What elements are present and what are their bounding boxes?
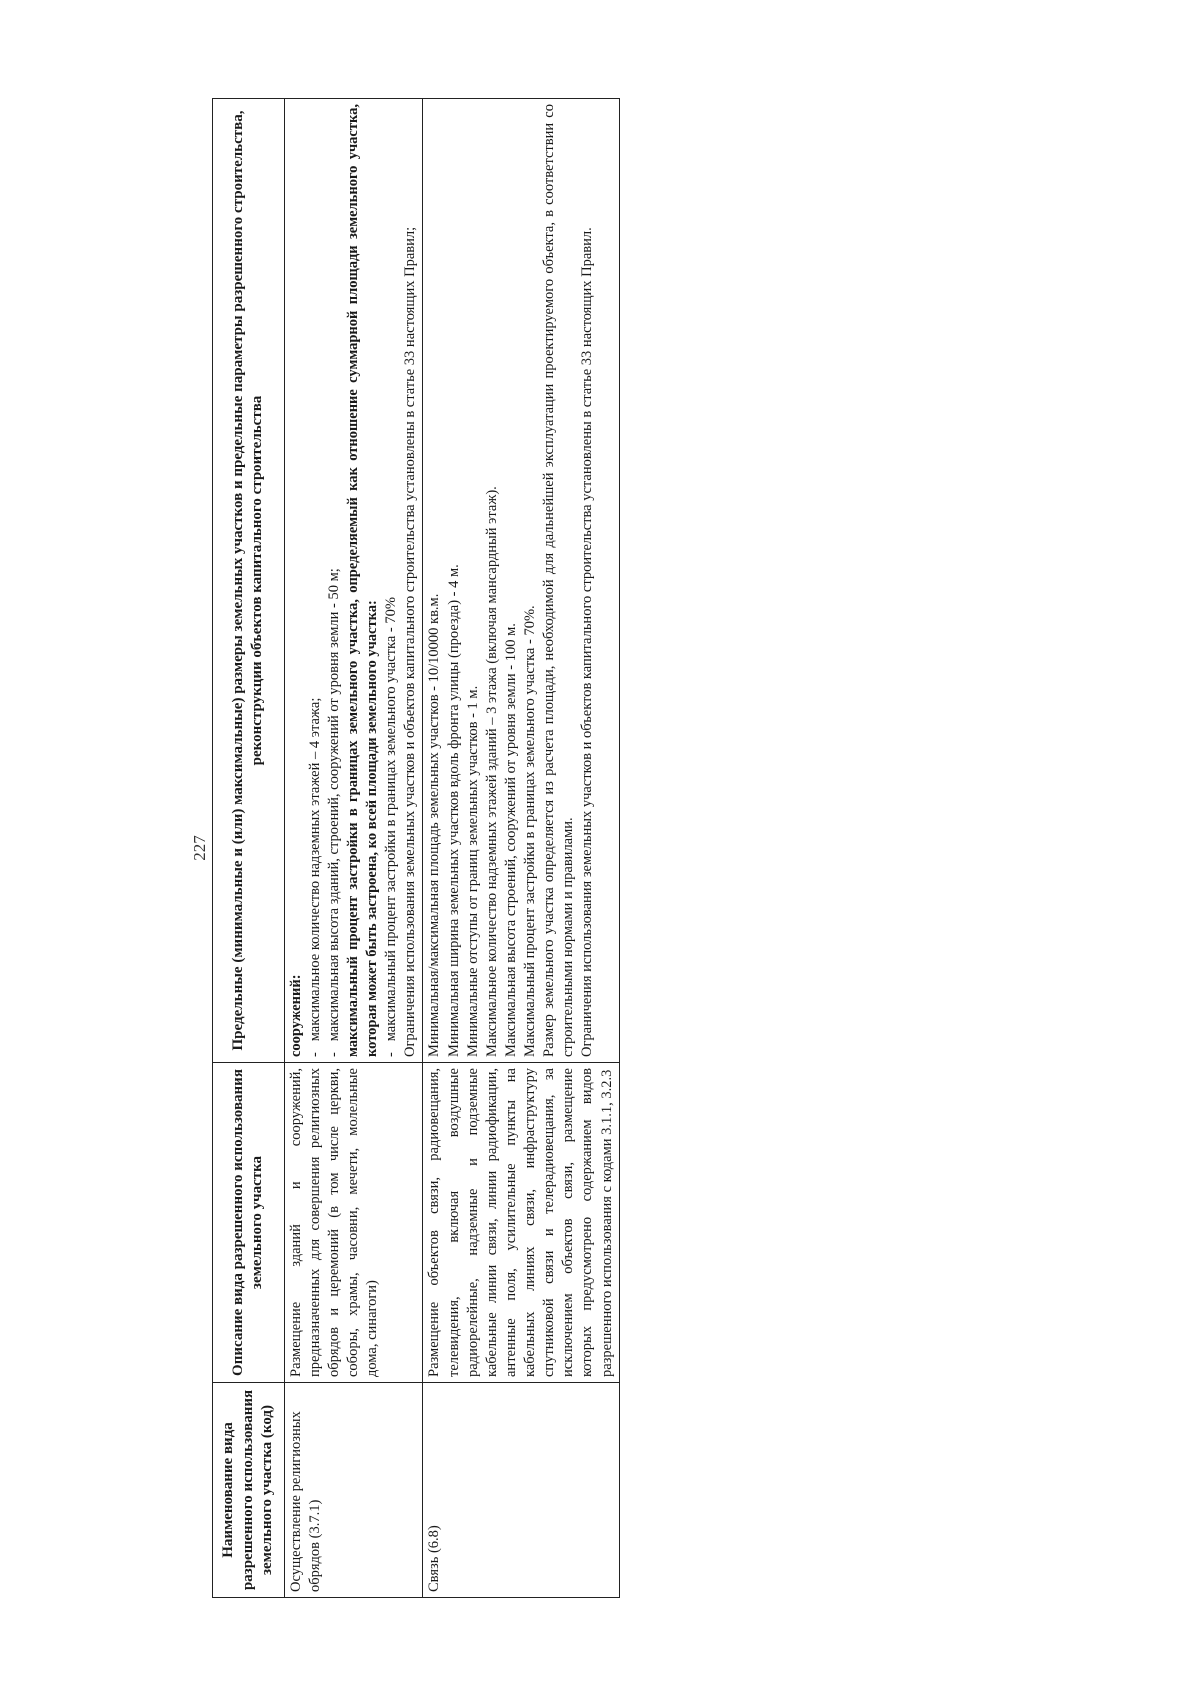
- param-line: Размер земельного участка определяется из расчета площади, необходимой для дальнейшей эксплуатации проектируемого объекта, в соответствии со строительными нормами и правилами.: [541, 104, 577, 1057]
- row-name: Связь (6.8): [423, 1383, 619, 1598]
- header-parameters: Предельные (минимальные и (или) максимальные) размеры земельных участков и предельные параметры разрешенного строительства, реконструкции объектов капитального строительства: [213, 99, 285, 1063]
- param-line: Ограничения использования земельных участков и объектов капитального строительства установлены в статье 33 настоящих Правил.: [579, 227, 596, 1057]
- param-line: Максимальное количество надземных этажей зданий – 3 этажа (включая мансардный этаж).: [483, 486, 500, 1057]
- param-line: Максимальный процент застройки в границах земельного участка - 70%.: [522, 605, 538, 1057]
- row-name: Осуществление религиозных обрядов (3.7.1): [284, 1383, 423, 1598]
- table-row: [284, 99, 423, 1598]
- table-header-row: [213, 99, 285, 1598]
- page-number: 227: [190, 835, 209, 861]
- param-line: Максимальная высота строений, сооружений от уровня земли - 100 м.: [502, 623, 519, 1057]
- header-description: Описание вида разрешенного использования земельного участка: [213, 1063, 285, 1383]
- param-line: максимальный процент застройки в границах земельного участка, определяемый как отношение суммарной площади земельного участка, которая может быть застроена, ко всей площади земельного участка:: [344, 104, 380, 1057]
- row-parameters: [284, 99, 423, 1063]
- param-line: Ограничения использования земельных участков и объектов капитального строительства установлены в статье 33 настоящих Правил;: [402, 226, 419, 1057]
- param-line: - максимальное количество надземных этажей – 4 этажа;: [306, 104, 325, 1057]
- param-line: Минимальная ширина земельных участков вдоль фронта улицы (проезда) - 4 м.: [445, 564, 462, 1057]
- param-line: - максимальный процент застройки в границах земельного участка - 70%: [382, 104, 401, 1057]
- row-description: Размещение объектов связи, радиовещания, телевидения, включая воздушные радиорелейные, надземные и подземные кабельные линии связи, линии радиофикации, антенные поля, усилительные пункты на кабельных линиях связи, инфраструктуру спутниковой связи и телерадиовещания, за исключением объектов связи, размещение которых предусмотрено содержанием видов разрешенного использования с кодами 3.1.1, 3.2.3: [423, 1063, 619, 1383]
- row-description: Размещение зданий и сооружений, предназначенных для совершения религиозных обрядов и церемоний (в том числе церкви, соборы, храмы, часовни, мечети, молельные дома, синагоги): [284, 1063, 423, 1383]
- row-parameters: [423, 99, 619, 1063]
- header-name: Наименование вида разрешенного использования земельного участка (код): [213, 1383, 285, 1598]
- table-row: [423, 99, 619, 1598]
- param-line: Минимальная/максимальная площадь земельных участков - 10/10000 кв.м.: [426, 593, 443, 1057]
- rotated-page: [190, 98, 1010, 1598]
- param-line: сооружений:: [287, 974, 304, 1057]
- param-line: Минимальные отступы от границ земельных участков - 1 м.: [464, 685, 481, 1057]
- param-line: - максимальная высота зданий, строений, сооружений от уровня земли - 50 м;: [325, 104, 344, 1057]
- zoning-table: [212, 98, 620, 1598]
